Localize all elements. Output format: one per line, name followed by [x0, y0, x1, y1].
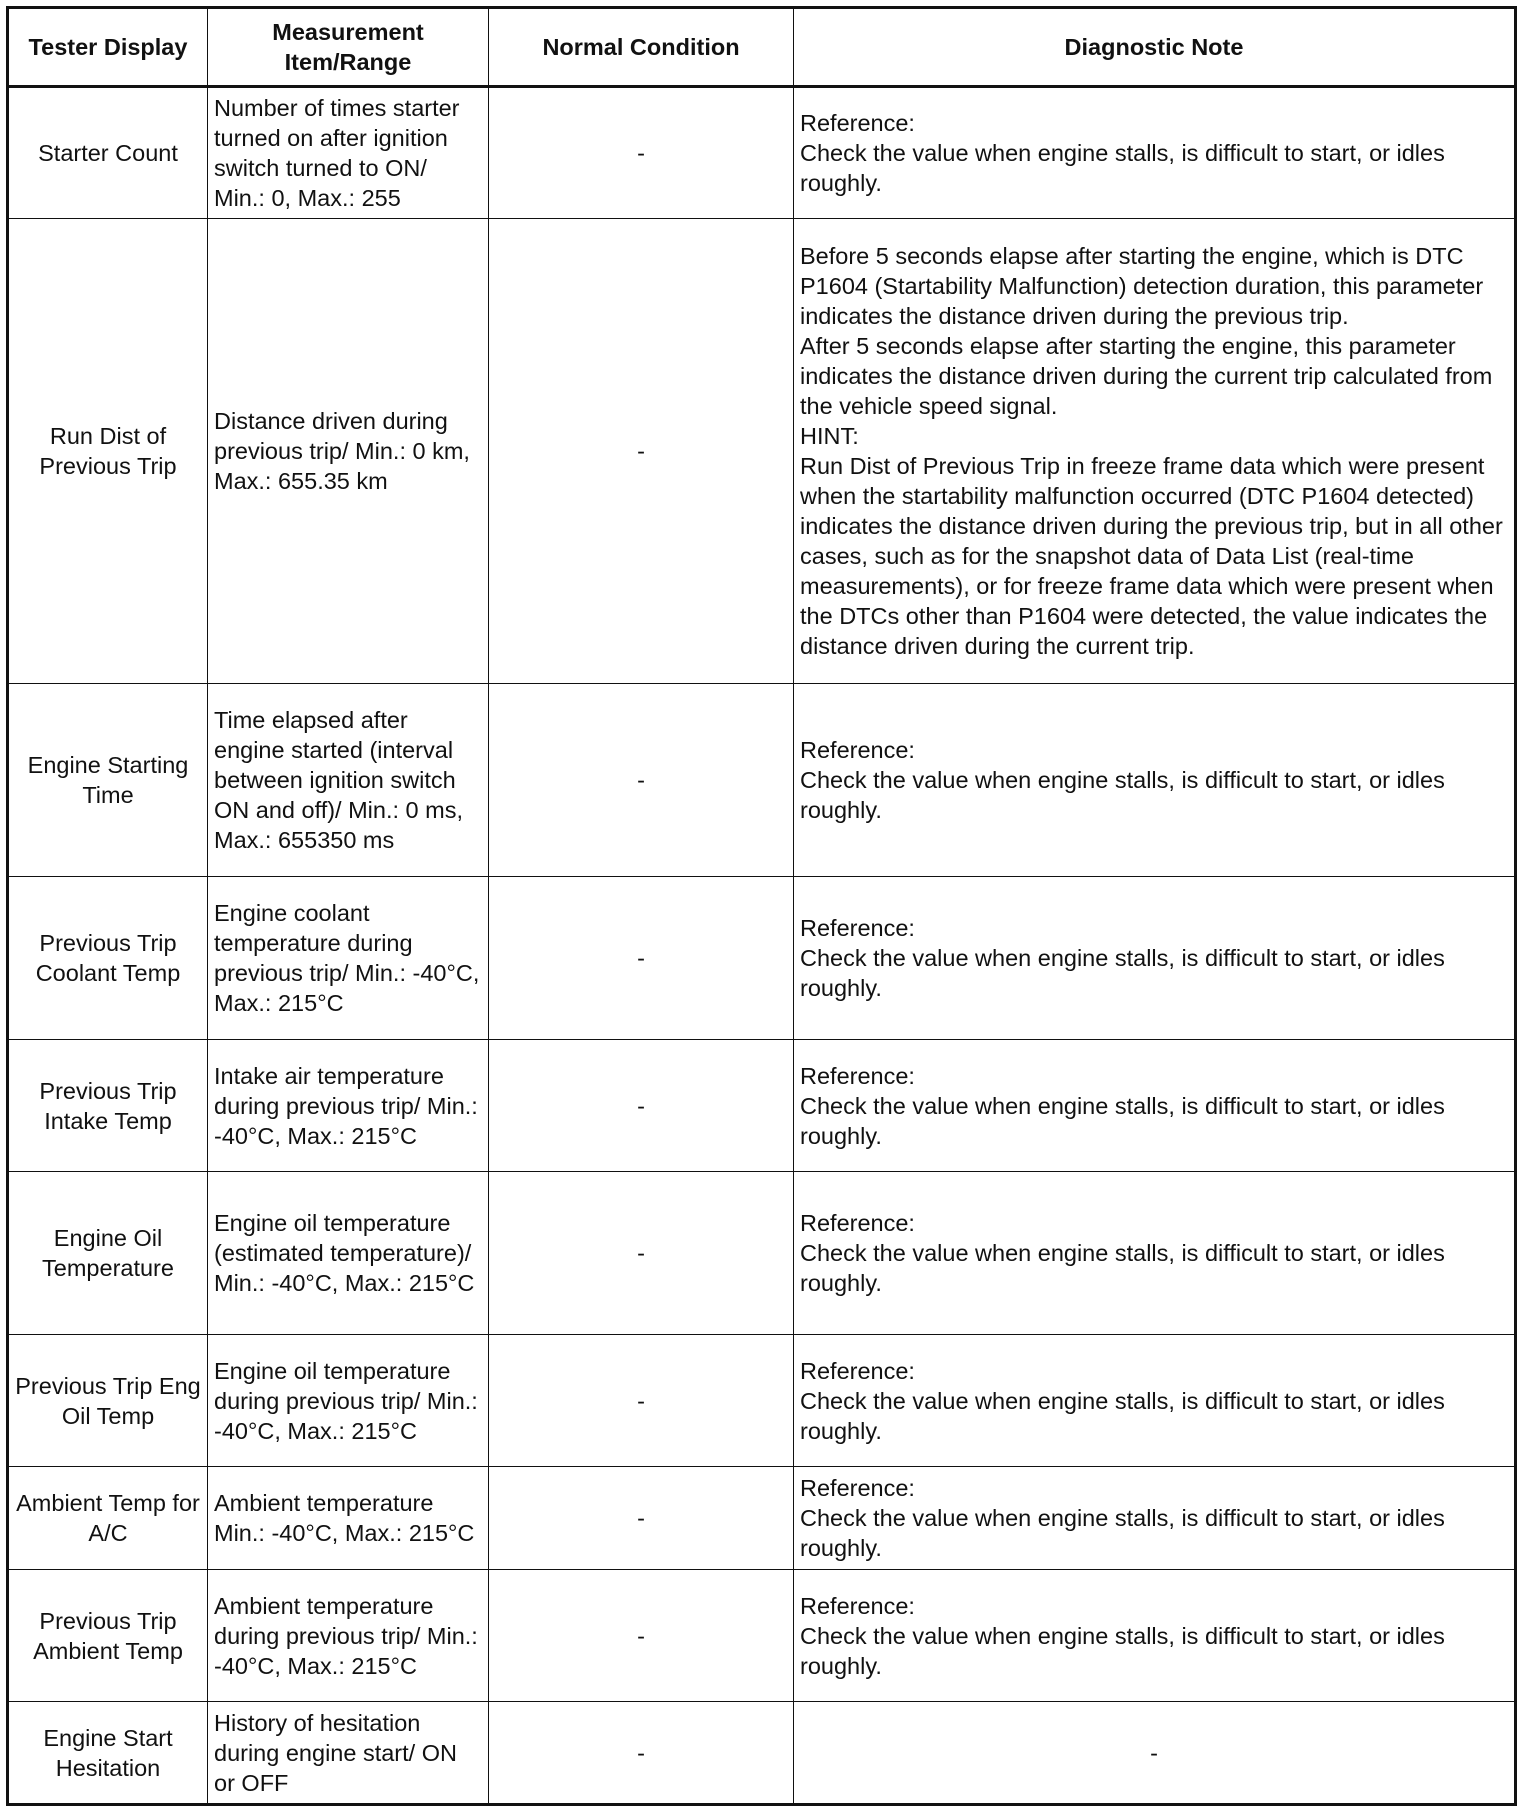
- cell-diagnostic-note: [794, 684, 1516, 877]
- cell-tester-display: Previous Trip Ambient Temp: [8, 1570, 208, 1702]
- cell-normal-condition: -: [489, 1040, 794, 1172]
- note-line: Reference:: [800, 1475, 915, 1501]
- note-line: Reference:: [800, 1210, 915, 1236]
- note-line: Before 5 seconds elapse after starting the engine, which is DTC P1604 (Startability Malfunction) detection duration, this parameter indicates the distance driven during the previous trip.: [800, 243, 1484, 329]
- note-line: Reference:: [800, 1357, 915, 1384]
- cell-diagnostic-note: [794, 1172, 1516, 1335]
- cell-tester-display: Previous Trip Coolant Temp: [8, 877, 208, 1040]
- header-measurement: Measurement Item/Range: [208, 8, 489, 87]
- header-normal-condition: Normal Condition: [489, 8, 794, 87]
- cell-diagnostic-note: [794, 1702, 1516, 1805]
- note-line: Reference:: [800, 737, 915, 763]
- table-row: [8, 1467, 1516, 1570]
- table-row: [8, 877, 1516, 1040]
- cell-normal-condition: -: [489, 1335, 794, 1467]
- cell-diagnostic-note: [794, 1040, 1516, 1172]
- note-line: Check the value when engine stalls, is difficult to start, or idles roughly.: [800, 945, 1445, 1001]
- cell-measurement: Intake air temperature during previous trip/ Min.: -40°C, Max.: 215°C: [208, 1040, 489, 1172]
- cell-normal-condition: -: [489, 877, 794, 1040]
- note-line: -: [1150, 1739, 1158, 1766]
- cell-diagnostic-note: [794, 87, 1516, 219]
- cell-normal-condition: -: [489, 1702, 794, 1805]
- header-tester-display: Tester Display: [8, 8, 208, 87]
- table-row: [8, 1172, 1516, 1335]
- note-line: Check the value when engine stalls, is difficult to start, or idles roughly.: [800, 1240, 1445, 1296]
- header-diagnostic-note: Diagnostic Note: [794, 8, 1516, 87]
- note-line: Check the value when engine stalls, is difficult to start, or idles roughly.: [800, 1092, 1445, 1149]
- table-row: [8, 219, 1516, 684]
- cell-measurement: Number of times starter turned on after ignition switch turned to ON/ Min.: 0, Max.: 255: [208, 87, 489, 219]
- cell-normal-condition: -: [489, 684, 794, 877]
- cell-normal-condition: -: [489, 1172, 794, 1335]
- cell-measurement: Engine oil temperature during previous trip/ Min.: -40°C, Max.: 215°C: [208, 1335, 489, 1467]
- cell-measurement: Ambient temperature Min.: -40°C, Max.: 215°C: [208, 1467, 489, 1570]
- data-list-table: [6, 6, 1517, 1806]
- cell-normal-condition: -: [489, 87, 794, 219]
- note-line: Reference:: [800, 915, 915, 941]
- cell-tester-display: Engine Starting Time: [8, 684, 208, 877]
- table-row: [8, 1335, 1516, 1467]
- cell-normal-condition: -: [489, 1570, 794, 1702]
- cell-measurement: Engine coolant temperature during previous trip/ Min.: -40°C, Max.: 215°C: [208, 877, 489, 1040]
- table-row: [8, 1570, 1516, 1702]
- note-line: Check the value when engine stalls, is difficult to start, or idles roughly.: [800, 1505, 1445, 1561]
- note-line: Check the value when engine stalls, is difficult to start, or idles roughly.: [800, 1387, 1445, 1444]
- note-line: HINT:: [800, 423, 859, 449]
- cell-normal-condition: -: [489, 219, 794, 684]
- cell-measurement: Engine oil temperature (estimated temperature)/ Min.: -40°C, Max.: 215°C: [208, 1172, 489, 1335]
- cell-diagnostic-note: [794, 877, 1516, 1040]
- cell-normal-condition: -: [489, 1467, 794, 1570]
- table-row: [8, 684, 1516, 877]
- cell-measurement: Ambient temperature during previous trip/ Min.: -40°C, Max.: 215°C: [208, 1570, 489, 1702]
- cell-diagnostic-note: [794, 1570, 1516, 1702]
- cell-diagnostic-note: [794, 219, 1516, 684]
- table-row: [8, 1702, 1516, 1805]
- cell-measurement: History of hesitation during engine start/ ON or OFF: [208, 1702, 489, 1805]
- table-body: [8, 87, 1516, 1805]
- note-line: Check the value when engine stalls, is difficult to start, or idles roughly.: [800, 767, 1445, 823]
- table-row: [8, 1040, 1516, 1172]
- cell-tester-display: Previous Trip Intake Temp: [8, 1040, 208, 1172]
- cell-tester-display: Starter Count: [8, 87, 208, 219]
- table-header: [8, 8, 1516, 87]
- note-line: Check the value when engine stalls, is difficult to start, or idles roughly.: [800, 1622, 1445, 1679]
- cell-tester-display: Engine Start Hesitation: [8, 1702, 208, 1805]
- cell-diagnostic-note: [794, 1335, 1516, 1467]
- note-line: Reference:: [800, 1592, 915, 1619]
- note-line: Reference:: [800, 110, 915, 136]
- note-line: Reference:: [800, 1062, 915, 1089]
- cell-diagnostic-note: [794, 1467, 1516, 1570]
- cell-tester-display: Previous Trip Eng Oil Temp: [8, 1335, 208, 1467]
- cell-tester-display: Ambient Temp for A/C: [8, 1467, 208, 1570]
- note-line: After 5 seconds elapse after starting the engine, this parameter indicates the distance driven during the current trip calculated from the vehicle speed signal.: [800, 333, 1493, 419]
- cell-tester-display: Run Dist of Previous Trip: [8, 219, 208, 684]
- cell-tester-display: Engine Oil Temperature: [8, 1172, 208, 1335]
- cell-measurement: Time elapsed after engine started (interval between ignition switch ON and off)/ Min.: 0 ms, Max.: 655350 ms: [208, 684, 489, 877]
- note-line: Check the value when engine stalls, is difficult to start, or idles roughly.: [800, 140, 1445, 196]
- note-line: Run Dist of Previous Trip in freeze frame data which were present when the startability malfunction occurred (DTC P1604 detected) indicates the distance driven during the previous trip, but in all other cases, such as for the snapshot data of Data List (real-time measurements), or for freeze frame data which were present when the DTCs other than P1604 were detected, the value indicates the distance driven during the current trip.: [800, 453, 1503, 659]
- cell-measurement: Distance driven during previous trip/ Min.: 0 km, Max.: 655.35 km: [208, 219, 489, 684]
- table-row: [8, 87, 1516, 219]
- header-row: [8, 8, 1516, 87]
